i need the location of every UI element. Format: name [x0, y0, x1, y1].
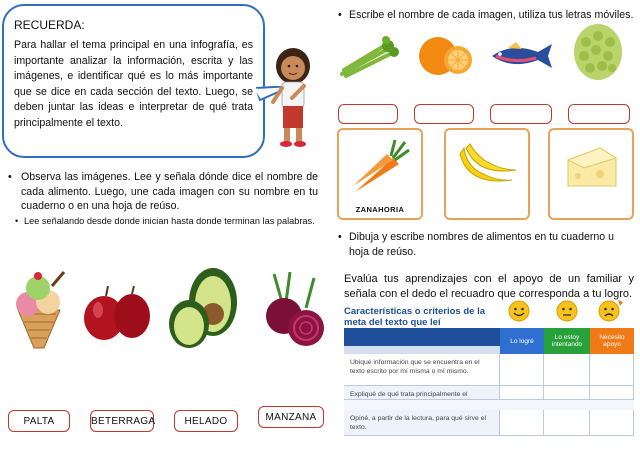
- bananas-image: [456, 140, 520, 192]
- card-bananas: [444, 128, 530, 220]
- evaluation-table: [344, 328, 634, 438]
- bullet-icon: •: [338, 9, 342, 21]
- cell-2-apoyo[interactable]: [590, 386, 634, 400]
- right-instruction-2: Dibuja y escribe nombres de alimentos en tu cuaderno u hoja de reúso.: [349, 231, 614, 258]
- peas-image: [570, 22, 626, 82]
- label-beterraga: BETERRAGA: [90, 410, 154, 432]
- apples-image: [82, 282, 152, 344]
- cheese-image: [564, 142, 620, 192]
- orange-image: [414, 32, 474, 78]
- fish-image: [486, 40, 556, 72]
- bullet-icon: •: [338, 231, 342, 243]
- celery-image: [338, 34, 400, 78]
- right-instruction-2-item: [338, 230, 634, 259]
- bullet-icon: •: [15, 216, 19, 226]
- left-instruction-item: [8, 170, 318, 214]
- cell-2-intentando[interactable]: [544, 386, 590, 400]
- header-necesito-apoyo: [590, 328, 634, 354]
- table-row-2: Expliqué de qué trata principalmente el: [344, 386, 500, 400]
- recuerda-box: [2, 4, 265, 158]
- thinking-face-icon: [556, 300, 578, 322]
- header-lo-logre-text: Lo logré: [510, 337, 534, 345]
- card-cheese: [548, 128, 634, 220]
- table-header-criteria: [344, 328, 500, 346]
- header-lo-estoy-intentando: [544, 328, 590, 354]
- evaluation-intro: Evalúa tus aprendizajes con el apoyo de un familiar y señala con el dedo el recuadro que corresponda a tu logro.: [344, 273, 634, 300]
- left-sub-instruction-item: [15, 216, 315, 226]
- ice-cream-image: [8, 268, 70, 350]
- table-gap: [344, 400, 634, 410]
- table-row-3: Opiné, a partir de la lectura, para qué sirve el texto.: [344, 410, 500, 436]
- cell-2-lo-logre[interactable]: [500, 386, 544, 400]
- header-apoyo-text: Necesito apoyo: [599, 334, 625, 348]
- table-row-1: Ubiqué información que se encuentra en el texto escrito por mí misma o mí mismo.: [344, 354, 500, 386]
- recuerda-title: RECUERDA:: [14, 18, 85, 32]
- carrot-image: [347, 136, 413, 196]
- avocado-image: [163, 264, 245, 352]
- bullet-icon: •: [8, 171, 12, 183]
- label-manzana: MANZANA: [258, 406, 324, 428]
- left-sub-instruction: Lee señalando desde donde inician hasta donde terminan las palabras.: [24, 216, 315, 226]
- right-instruction-1-item: [338, 8, 638, 23]
- worried-face-icon: [598, 298, 624, 322]
- right-instruction-1: Escribe el nombre de cada imagen, utiliza tus letras móviles.: [349, 9, 634, 21]
- header-lo-logre: [500, 328, 544, 354]
- header-intentando-text: Lo estoy intentando: [551, 334, 583, 348]
- card-label-zanahoria: ZANAHORIA: [355, 205, 405, 214]
- cell-1-apoyo[interactable]: [590, 354, 634, 386]
- card-carrot: [337, 128, 423, 220]
- answer-box-4[interactable]: [568, 104, 630, 124]
- happy-face-icon: [508, 300, 530, 322]
- label-palta: PALTA: [8, 410, 70, 432]
- table-title: Características o criterios de la meta del texto que leí: [344, 306, 485, 328]
- answer-box-3[interactable]: [490, 104, 552, 124]
- label-helado: HELADO: [174, 410, 238, 432]
- girl-illustration: [268, 40, 318, 150]
- cell-3-lo-logre[interactable]: [500, 410, 544, 436]
- cell-3-apoyo[interactable]: [590, 410, 634, 436]
- cell-1-intentando[interactable]: [544, 354, 590, 386]
- beets-image: [262, 272, 326, 352]
- answer-box-2[interactable]: [414, 104, 474, 124]
- table-subheader: [344, 346, 500, 354]
- left-instruction: Observa las imágenes. Lee y señala dónde dice el nombre de cada alimento. Luego, une cada imagen con su nombre en tu cuaderno o en una hoja de reúso.: [21, 171, 318, 212]
- cell-1-lo-logre[interactable]: [500, 354, 544, 386]
- recuerda-text: Para hallar el tema principal en una infografía, es importante analizar la información, escrita y las imágenes, e identificar qué es lo más importante que se dice en cada sección del texto. Luego, se deben juntar las ideas e interpretar de qué trata principalmente el texto.: [14, 39, 253, 129]
- answer-box-1[interactable]: [338, 104, 398, 124]
- cell-3-intentando[interactable]: [544, 410, 590, 436]
